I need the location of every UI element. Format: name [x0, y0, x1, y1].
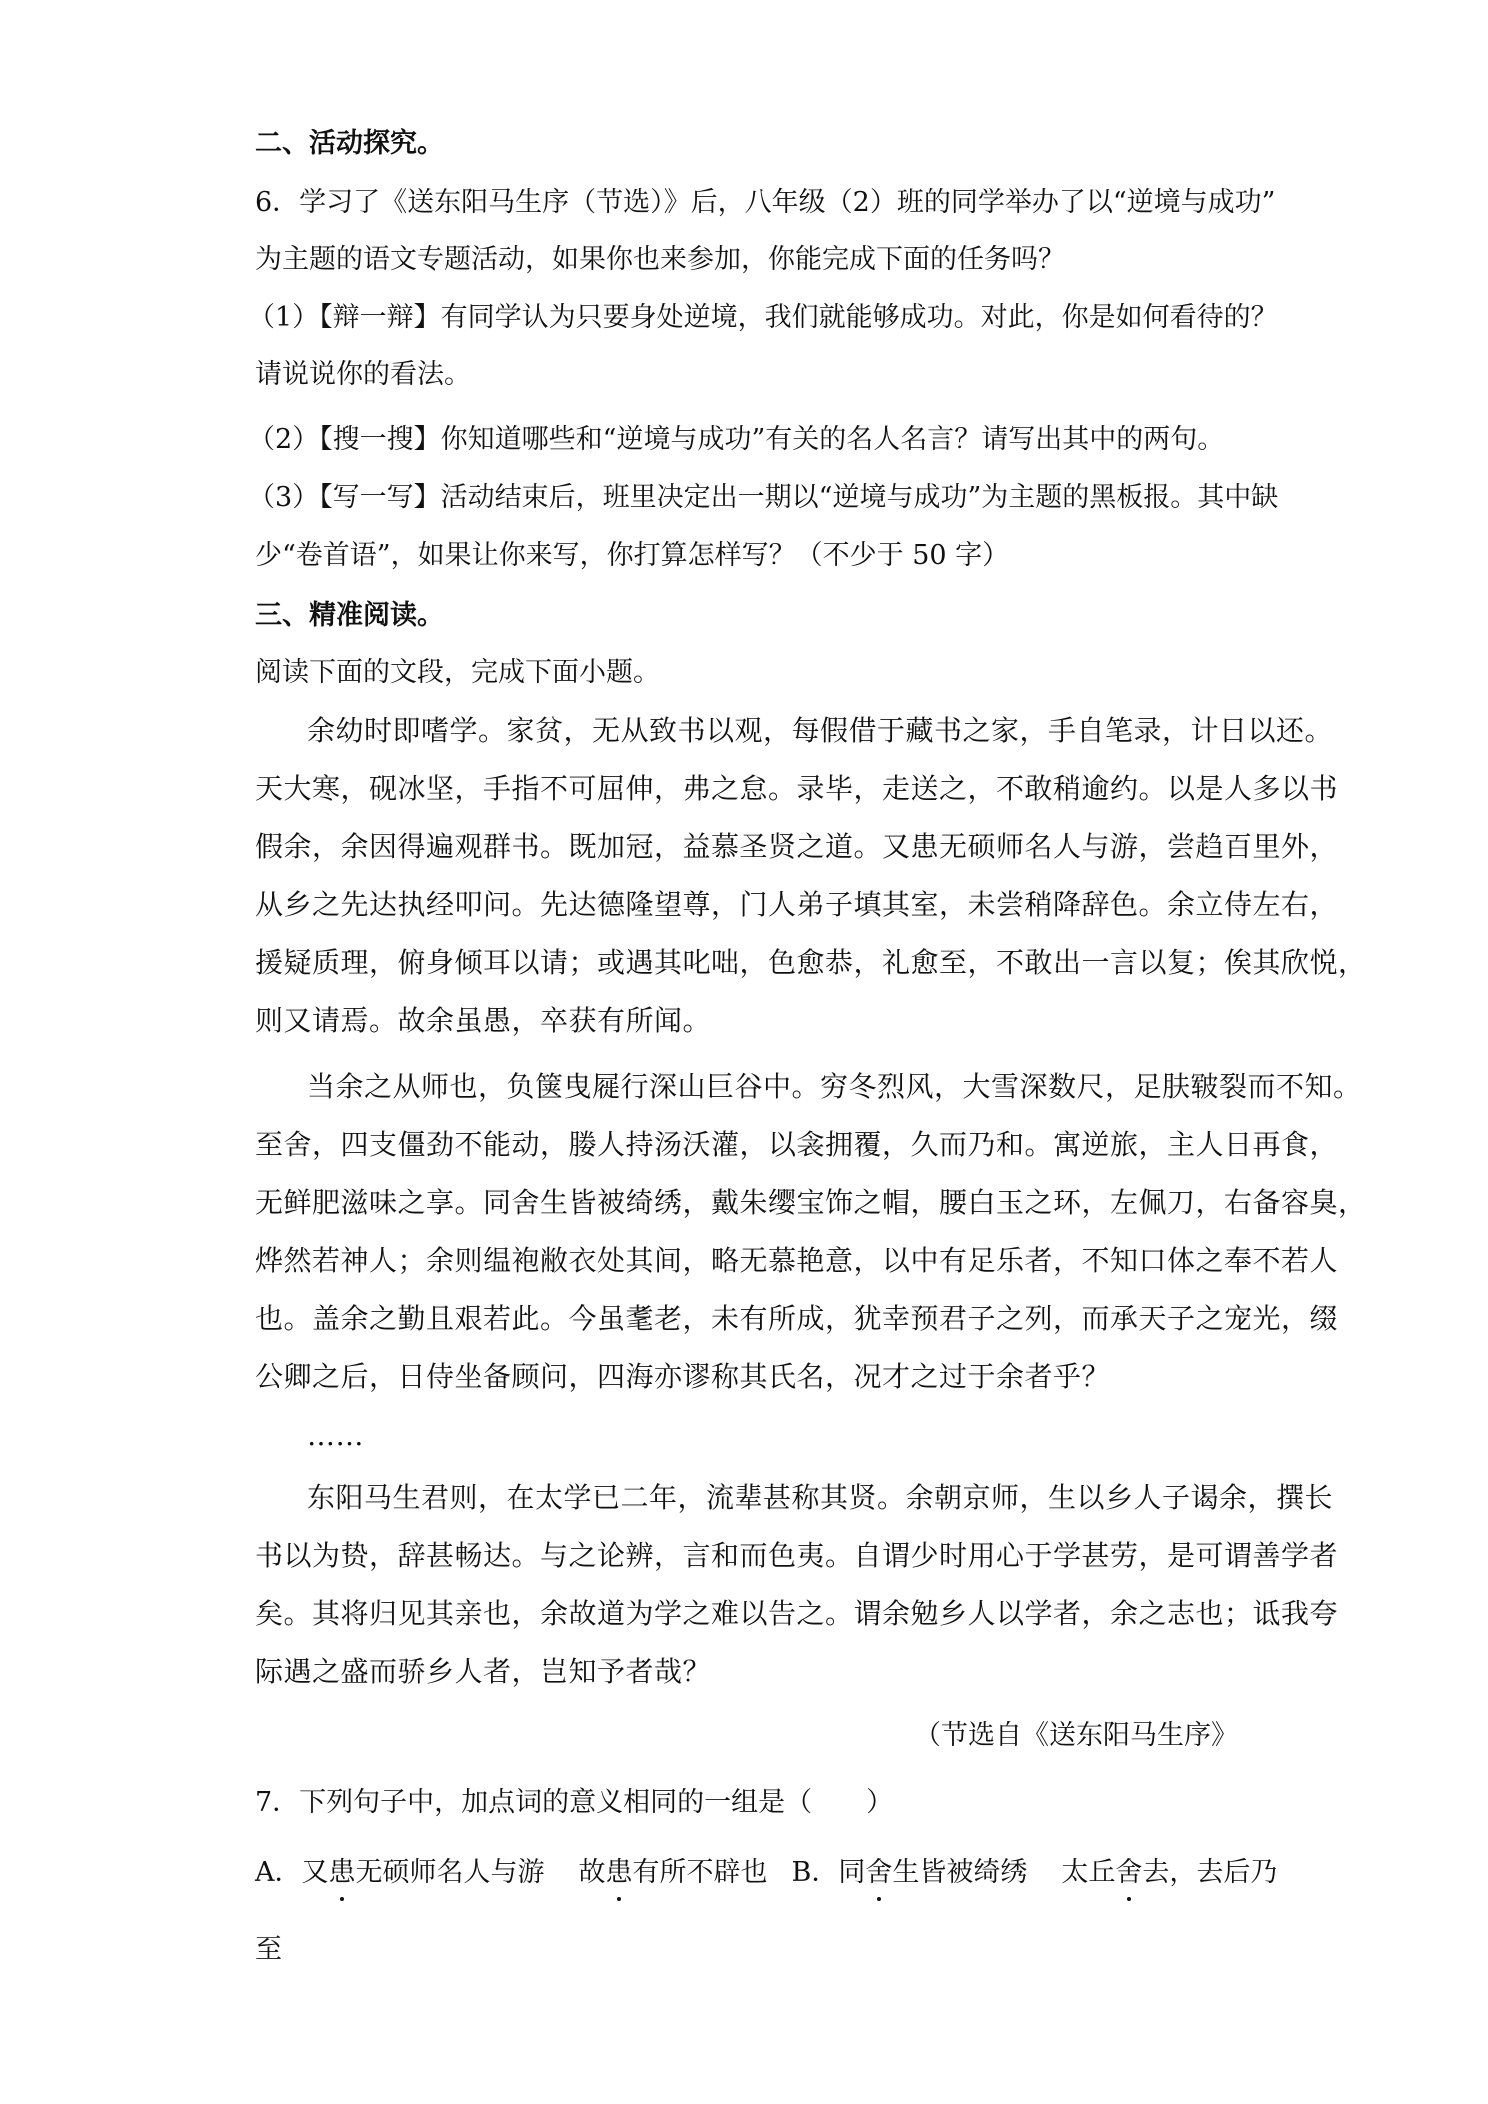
option-a-label: A．	[255, 1857, 302, 1888]
text: 太丘	[1061, 1857, 1116, 1888]
passage-line: 至舍，四支僵劲不能动，媵人持汤沃灌，以衾拥覆，久而乃和。寓逆旅，主人日再食，	[255, 1128, 1339, 1161]
passage-line: 天大寒，砚冰坚，手指不可屈伸，弗之怠。录毕，走送之，不敢稍逾约。以是人多以书	[255, 772, 1339, 805]
passage-line: 当余之从师也，负箧曳屣行深山巨谷中。穷冬烈风，大雪深数尺，足肤皲裂而不知。	[307, 1070, 1362, 1103]
text: 有所不辟也	[632, 1857, 768, 1888]
option-b-sentence-1	[838, 1857, 1027, 1888]
passage-ellipsis: ……	[307, 1419, 364, 1452]
passage-line: 援疑质理，俯身倾耳以请；或遇其叱咄，色愈恭，礼愈至，不敢出一言以复；俟其欣悦，	[255, 946, 1367, 979]
question-7-stem: 7．下列句子中，加点词的意义相同的一组是（ ）	[255, 1787, 894, 1818]
passage-line: 公卿之后，日侍坐备顾问，四海亦谬称其氏名，况才之过于余者乎？	[255, 1360, 1111, 1393]
passage-line: 矣。其将归见其亲也，余故道为学之难以告之。谓余勉乡人以学者，余之志也；诋我夸	[255, 1597, 1339, 1630]
passage-line: 假余，余因得遍观群书。既加冠，益慕圣贤之道。又患无硕师名人与游，尝趋百里外，	[255, 830, 1339, 863]
text: 故	[578, 1857, 606, 1888]
option-b-label: B．	[791, 1857, 839, 1888]
task-2-line-1: （2）【搜一搜】你知道哪些和“逆境与成功”有关的名人名言？请写出其中的两句。	[248, 424, 1225, 455]
text: 无硕师名人与游	[355, 1857, 545, 1888]
text: 生皆被绮绣	[892, 1857, 1028, 1888]
passage-line: 也。盖余之勤且艰若此。今虽耄老，未有所成，犹幸预君子之列，而承天子之宠光，缀	[255, 1302, 1339, 1335]
task-3-line-1: （3）【写一写】活动结束后，班里决定出一期以“逆境与成功”为主题的黑板报。其中缺	[248, 482, 1279, 513]
section-heading-activity: 二、活动探究。	[255, 128, 444, 159]
question-7-options	[255, 1855, 1277, 1891]
passage-line: 则又请焉。故余虽愚，卒获有所闻。	[255, 1004, 712, 1037]
passage-line: 余幼时即嗜学。家贫，无从致书以观，每假借于藏书之家，手自笔录，计日以还。	[307, 714, 1334, 747]
passage-line: 际遇之盛而骄乡人者，岂知予者哉？	[255, 1655, 712, 1688]
option-a-sentence-1	[302, 1857, 545, 1888]
option-b-wrap: 至	[255, 1934, 282, 1965]
passage-line: 从乡之先达执经叩问。先达德隆望尊，门人弟子填其室，未尝稍降辞色。余立侍左右，	[255, 888, 1339, 921]
dotted-word: 舍	[1115, 1855, 1142, 1891]
task-3-line-2: 少“卷首语”，如果让你来写，你打算怎样写？（不少于 50 字）	[255, 540, 1010, 571]
dotted-word: 患	[606, 1855, 633, 1891]
reading-instructions: 阅读下面的文段，完成下面小题。	[255, 657, 660, 688]
option-b-sentence-2	[1061, 1857, 1277, 1888]
task-1-line-2: 请说说你的看法。	[255, 359, 471, 390]
passage-line: 书以为贽，辞甚畅达。与之论辨，言和而色夷。自谓少时用心于学甚劳，是可谓善学者	[255, 1539, 1339, 1572]
section-heading-reading: 三、精准阅读。	[255, 600, 444, 631]
text: 同	[838, 1857, 866, 1888]
question-6-line-2: 为主题的语文专题活动，如果你也来参加，你能完成下面的任务吗？	[255, 244, 1065, 275]
text: 又	[301, 1857, 329, 1888]
dotted-word: 患	[329, 1855, 356, 1891]
dotted-word: 舍	[865, 1855, 892, 1891]
passage-line: 无鲜肥滋味之享。同舍生皆被绮绣，戴朱缨宝饰之帽，腰白玉之环，左佩刀，右备容臭，	[255, 1186, 1367, 1219]
passage-line: 东阳马生君则，在太学已二年，流辈甚称其贤。余朝京师，生以乡人子谒余，撰长	[307, 1481, 1334, 1514]
question-6-line-1: 6．学习了《送东阳马生序（节选）》后，八年级（2）班的同学举办了以“逆境与成功”	[255, 187, 1276, 218]
task-1-line-1: （1）【辩一辩】有同学认为只要身处逆境，我们就能够成功。对此，你是如何看待的？	[248, 302, 1278, 333]
passage-line: 烨然若神人；余则缊袍敝衣处其间，略无慕艳意，以中有足乐者，不知口体之奉不若人	[255, 1244, 1339, 1277]
option-a-sentence-2	[579, 1857, 768, 1888]
text: 去，去后乃	[1142, 1857, 1278, 1888]
passage-source: （节选自《送东阳马生序》	[914, 1720, 1238, 1751]
